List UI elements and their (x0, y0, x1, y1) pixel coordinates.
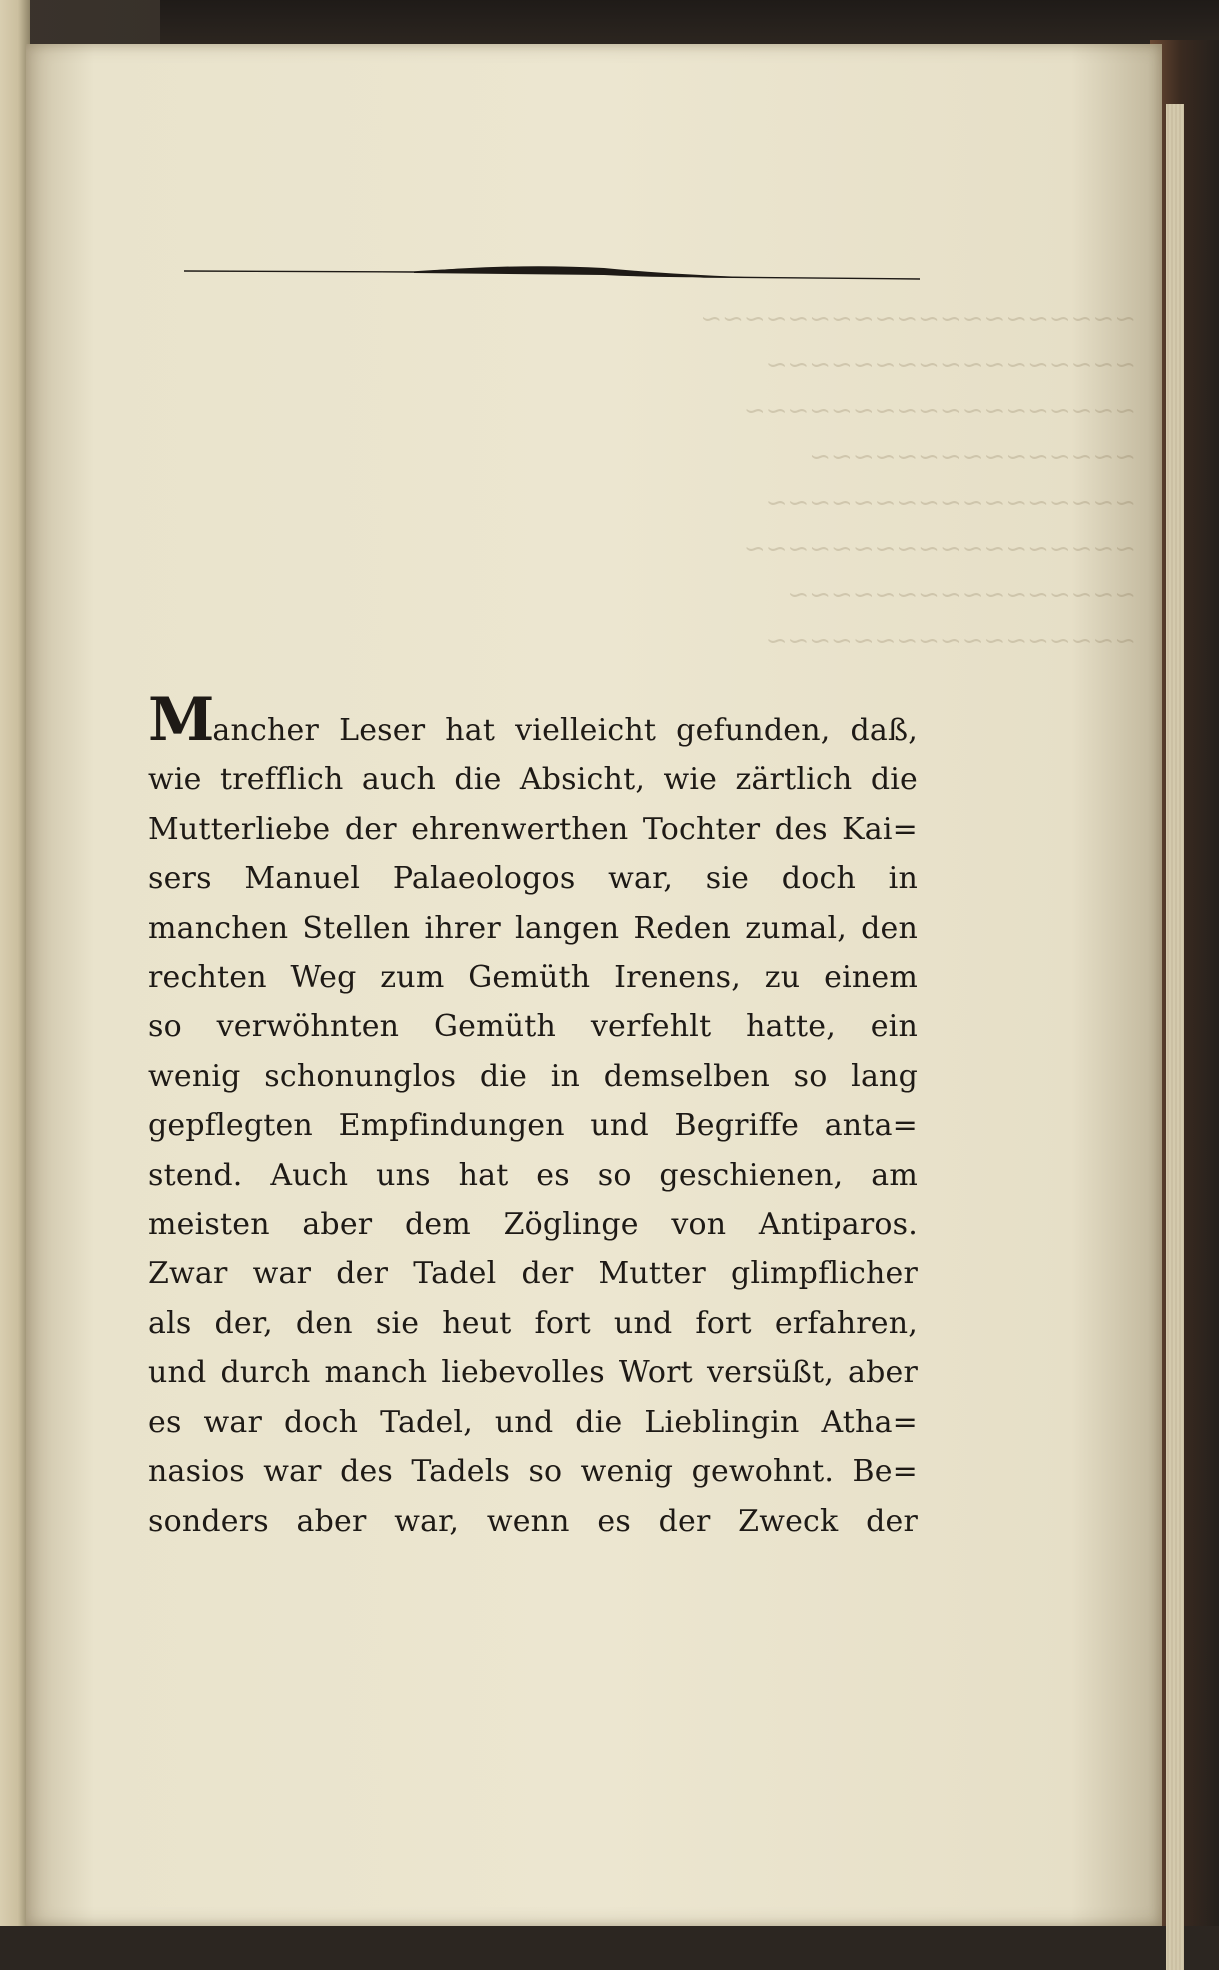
text-line: nasios war des Tadels so wenig gewohnt. Be= (148, 1454, 918, 1490)
text-line: stend. Auch uns hat es so geschienen, am (148, 1157, 918, 1193)
body-text (148, 685, 918, 1546)
text-line: sers Manuel Palaeologos war, sie doch in (148, 861, 918, 897)
text-line: Mutterliebe der ehrenwerthen Tochter des Kai= (148, 811, 918, 847)
text-line: so verwöhnten Gemüth verfehlt hatte, ein (148, 1009, 918, 1045)
text-line: wenig schonunglos die in demselben so lang (148, 1058, 918, 1094)
drop-cap: M (148, 685, 213, 755)
text-line: wie trefflich auch die Absicht, wie zärtlich die (148, 762, 918, 798)
text-line: als der, den sie heut fort und fort erfahren, (148, 1305, 918, 1341)
text-line: es war doch Tadel, und die Lieblingin Atha= (148, 1404, 918, 1440)
page-edges (1166, 104, 1184, 1970)
text-line: Zwar war der Tadel der Mutter glimpflicher (148, 1256, 918, 1292)
text-line: meisten aber dem Zöglinge von Antiparos. (148, 1207, 918, 1243)
text-line: gepflegten Empfindungen und Begriffe anta= (148, 1108, 918, 1144)
ornamental-rule (184, 262, 920, 292)
text-line: und durch manch liebevolles Wort versüßt, aber (148, 1355, 918, 1391)
first-line-text: ancher Leser hat vielleicht gefunden, daß, (212, 713, 918, 748)
bleed-through-text: ~~~~~~~~~~~~~~~~~~~~ ~~~~~~~~~~~~~~~~~ ~~~~~~~~~~~~~~~~~~ ~~~~~~~~~~~~~~~ ~~~~~~~~~~~~~~~~~ ~~~~~~~~~~~~~~~~~~ ~~~~~~~~~~~~~~~~ ~~~~~~~~~~~~~~~~~ (700, 304, 1136, 656)
text-line: manchen Stellen ihrer langen Reden zumal, den (148, 910, 918, 946)
text-line: sonders aber war, wenn es der Zweck der (148, 1503, 918, 1539)
text-line-1 (148, 685, 918, 755)
text-line: rechten Weg zum Gemüth Irenens, zu einem (148, 960, 918, 996)
